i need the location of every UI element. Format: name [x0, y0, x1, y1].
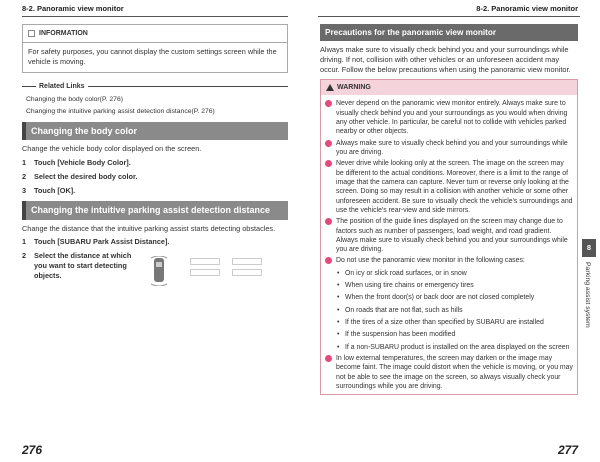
chapter-tab[interactable]: 8: [582, 239, 596, 257]
step-parking-1: 1 Touch [SUBARU Park Assist Distance].: [22, 237, 170, 247]
information-box: [22, 24, 288, 73]
information-header: [23, 25, 287, 43]
distance-settings-screen-illustration: [150, 254, 276, 278]
header-rule-left: [22, 16, 288, 17]
header-left: 8-2. Panoramic view monitor: [22, 4, 124, 13]
page-number-left: 276: [22, 443, 43, 457]
step-parking-2: 2 Select the distance at which you want to start detecting objects.: [22, 251, 132, 280]
section-desc-body-color: Change the vehicle body color displayed on the screen.: [22, 144, 202, 154]
warning-item: Never depend on the panoramic view monitor entirely. Always make sure to visually check behind you and your surroundings as you would when driving any other vehicle. In particular, be careful not to collide with vehicles parked nearby or other objects.: [325, 99, 573, 136]
section-desc-parking-distance: Change the distance that the intuitive parking assist starts detecting obstacles.: [22, 223, 276, 233]
distance-option-4[interactable]: [232, 269, 262, 276]
warning-subitem: • If the suspension has been modified: [337, 331, 456, 339]
warning-icon: [326, 84, 334, 91]
warning-item: Do not use the panoramic view monitor in the following cases:: [325, 256, 573, 265]
related-link-body-color[interactable]: Changing the body color(P. 276): [26, 95, 123, 103]
section-title-body-color: Changing the body color: [22, 122, 288, 140]
related-link-parking-distance[interactable]: Changing the intuitive parking assist detection distance(P. 276): [26, 107, 215, 115]
warning-title: WARNING: [337, 84, 371, 92]
warning-subitem: • On roads that are not flat, such as hills: [337, 306, 463, 314]
information-text: For safety purposes, you cannot display the custom settings screen while the vehicle is moving.: [28, 47, 277, 67]
warning-subitem: • When using tire chains or emergency tires: [337, 282, 474, 290]
page-number-right: 277: [557, 443, 578, 457]
step-body-color-1: 1 Touch [Vehicle Body Color].: [22, 157, 131, 167]
related-links-header: [22, 82, 288, 91]
step-body-color-2: 2 Select the desired body color.: [22, 171, 138, 181]
warning-subitem: • If the tires of a size other than specified by SUBARU are installed: [337, 319, 544, 327]
information-icon: [28, 30, 35, 37]
related-links: [22, 82, 288, 116]
information-title: INFORMATION: [39, 30, 88, 37]
section-title-parking-distance: Changing the intuitive parking assist detection distance: [22, 201, 288, 219]
warning-subitem: • On icy or slick road surfaces, or in snow: [337, 269, 467, 277]
distance-option-3[interactable]: [190, 269, 220, 276]
precautions-intro: Always make sure to visually check behind you and your surroundings while driving. If not, collision with other vehicles or an unforeseen accident may occur. Follow the below precautions when using the panoramic view monitor.: [320, 45, 571, 75]
related-links-title: Related Links: [39, 83, 85, 91]
step-body-color-3: 3 Touch [OK].: [22, 185, 76, 195]
section-title-precautions: Precautions for the panoramic view monitor: [320, 24, 578, 41]
car-top-view-icon: [150, 256, 168, 286]
warning-subitem: • When the front door(s) or back door are not closed completely: [337, 294, 535, 302]
distance-option-1[interactable]: [190, 258, 220, 265]
warning-item: In low external temperatures, the screen may darken or the image may become faint. The image could distort when the vehicle is moving, or you may not be able to see the image on the screen, so always visually check your surroundings while you are driving.: [325, 354, 573, 391]
right-column: [320, 24, 578, 395]
warning-item: Always make sure to visually check behind you and your surroundings while you are driving.: [325, 139, 573, 158]
warning-subitem: • If a non-SUBARU product is installed on the area displayed on the screen: [337, 343, 570, 351]
distance-option-2[interactable]: [232, 258, 262, 265]
warning-body: [321, 95, 577, 394]
header-right: 8-2. Panoramic view monitor: [476, 4, 578, 13]
header-rule-right: [318, 16, 580, 17]
warning-item: Never drive while looking only at the screen. The image on the screen may be different to the actual conditions. Moreover, there is a limit to the range of image that the camera can capture. Never turn or reverse only looking at the screen. Doing so may result in a collision with another vehicle or some other unforeseen accident. Be sure to visually check the vehicle's surroundings and use the vehicle's rear-view and side mirrors.: [325, 159, 573, 215]
warning-box: [320, 79, 578, 395]
warning-header: [321, 80, 577, 95]
warning-item: The position of the guide lines displayed on the screen may change due to factors such as number of passengers, load weight, and road gradient. Always make sure to visually check behind you and your surroundings while you are driving.: [325, 217, 573, 254]
chapter-label: Parking assist system: [584, 262, 591, 328]
left-column: [22, 24, 288, 281]
